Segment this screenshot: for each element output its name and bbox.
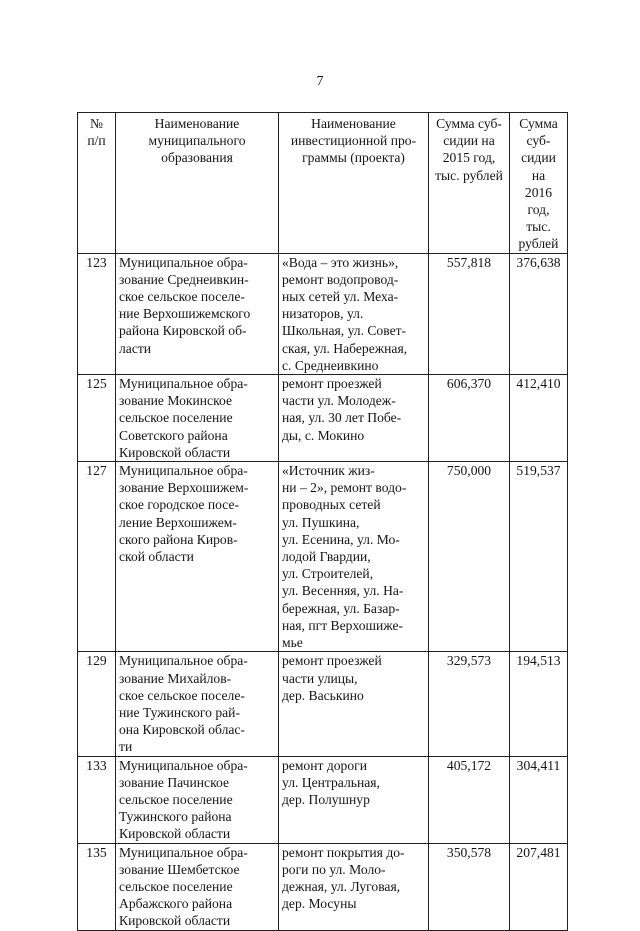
row-number: 127 xyxy=(78,462,116,652)
subsidy-2016: 519,537 xyxy=(510,462,568,652)
page-number: 7 xyxy=(316,74,324,89)
project-name: ремонт проезжей части улицы, дер. Васькино xyxy=(279,652,429,756)
subsidy-2016: 376,638 xyxy=(510,253,568,374)
subsidy-2016: 194,513 xyxy=(510,652,568,756)
row-number: 125 xyxy=(78,375,116,462)
table-row xyxy=(78,375,568,462)
row-number: 129 xyxy=(78,652,116,756)
header-sum-2015: Сумма суб- сидии на 2015 год, тыс. рублей xyxy=(429,113,510,254)
subsidy-2015: 405,172 xyxy=(429,756,510,843)
project-name: ремонт проезжей части ул. Молодеж- ная, ул. 30 лет Побе- ды, с. Мокино xyxy=(279,375,429,462)
table-row xyxy=(78,253,568,374)
subsidy-2015: 606,370 xyxy=(429,375,510,462)
municipality-name: Муниципальное обра- зование Мокинское сельское поселение Советского района Кировской области xyxy=(116,375,279,462)
header-municipality: Наименование муниципального образования xyxy=(116,113,279,254)
header-sum-2016: Сумма суб- сидии на 2016 год, тыс. рублей xyxy=(510,113,568,254)
header-project: Наименование инвестиционной про- граммы (проекта) xyxy=(279,113,429,254)
municipality-name: Муниципальное обра- зование Михайлов- ское сельское поселе- ние Тужинского рай- она Кировской облас- ти xyxy=(116,652,279,756)
table-row xyxy=(78,652,568,756)
table-row xyxy=(78,843,568,930)
row-number: 123 xyxy=(78,253,116,374)
municipality-name: Муниципальное обра- зование Верхошижем- ское городское посе- ление Верхошижем- ского района Киров- ской области xyxy=(116,462,279,652)
subsidy-2015: 557,818 xyxy=(429,253,510,374)
subsidy-2016: 207,481 xyxy=(510,843,568,930)
project-name: ремонт покрытия до- роги по ул. Моло- дежная, ул. Луговая, дер. Мосуны xyxy=(279,843,429,930)
table-header-row xyxy=(78,113,568,254)
table-row xyxy=(78,756,568,843)
municipality-name: Муниципальное обра- зование Шембетское сельское поселение Арбажского района Кировской области xyxy=(116,843,279,930)
project-name: «Вода – это жизнь», ремонт водопровод- ных сетей ул. Меха- низаторов, ул. Школьная, ул. Совет- ская, ул. Набережная, с. Среднеивкино xyxy=(279,253,429,374)
table-row xyxy=(78,462,568,652)
row-number: 133 xyxy=(78,756,116,843)
subsidy-2015: 750,000 xyxy=(429,462,510,652)
subsidy-2016: 412,410 xyxy=(510,375,568,462)
row-number: 135 xyxy=(78,843,116,930)
municipality-name: Муниципальное обра- зование Среднеивкин- ское сельское поселе- ние Верхошижемского района Кировской об- ласти xyxy=(116,253,279,374)
project-name: ремонт дороги ул. Центральная, дер. Полушнур xyxy=(279,756,429,843)
subsidy-table xyxy=(77,112,568,931)
subsidy-2015: 350,578 xyxy=(429,843,510,930)
subsidy-2016: 304,411 xyxy=(510,756,568,843)
subsidy-2015: 329,573 xyxy=(429,652,510,756)
header-number: № п/п xyxy=(78,113,116,254)
municipality-name: Муниципальное обра- зование Пачинское сельское поселение Тужинского района Кировской области xyxy=(116,756,279,843)
project-name: «Источник жиз- ни – 2», ремонт водо- проводных сетей ул. Пушкина, ул. Есенина, ул. Мо- лодой Гвардии, ул. Строителей, ул. Весенняя, ул. На- бережная, ул. Базар- ная, пгт Верхошиже- мье xyxy=(279,462,429,652)
